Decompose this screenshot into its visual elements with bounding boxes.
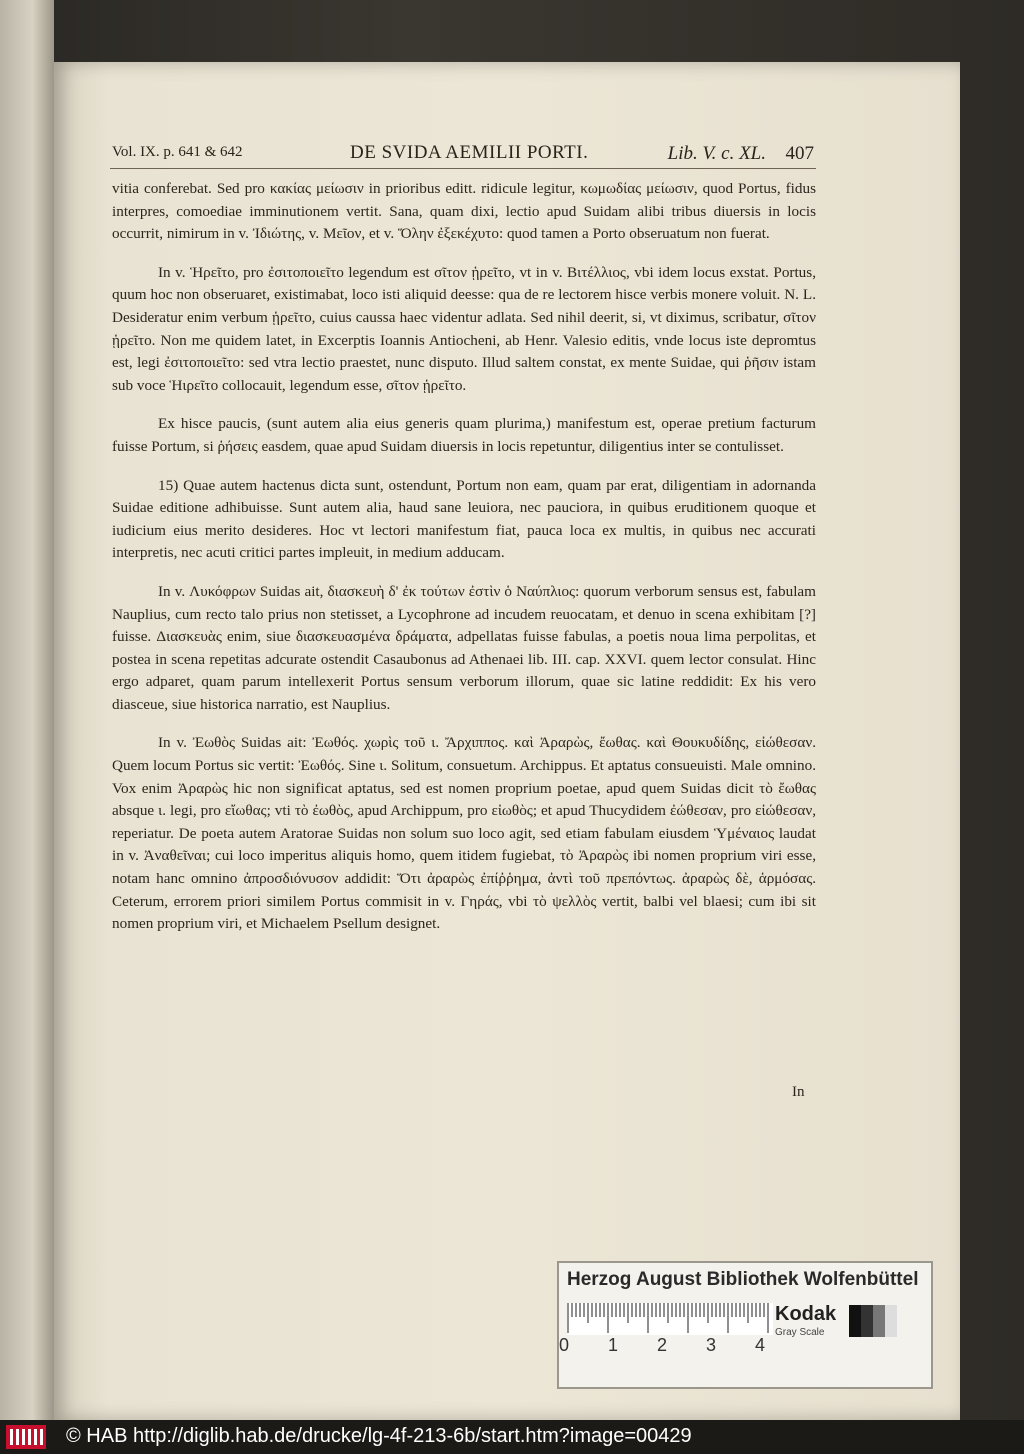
book-chapter: Lib. V. c. XL. bbox=[667, 143, 766, 164]
ruler-number: 0 bbox=[559, 1335, 570, 1355]
page-heading: DE SVIDA AEMILII PORTI. bbox=[350, 142, 589, 163]
paragraph: In v. Ἡρεῖτο, pro ἐσιτοποιεῖτο legendum est σῖτον ᾑρεῖτο, vt in v. Βιτέλλιος, vbi idem locus exstat. Portus, quum hoc non obseruaret, existimabat, loco isti aliquid deesse: qua de re lectorem hisce verbis monere voluit. N. L. Desideratur enim verbum ᾑρεῖτο, cuius caussa haec videntur adlata. Sed nihil deerit, si, vt diximus, scribatur, σῖτον ᾑρεῖτο. Non me quidem latet, in Excerptis Ioannis Antiocheni, ab Henr. Valesio editis, vnde locus iste depromtus est, legi ἐσιτοποιεῖτο: sed vtra lectio praestet, nunc disputo. Illud saltem constat, ex mente Suidae, qui ῥῆσιν istam sub voce Ἡιρεῖτο collocauit, legendum esse, σῖτον ᾑρεῖτο. bbox=[112, 263, 816, 394]
paragraph: In v. Ἐωθὸς Suidas ait: Ἐωθός. χωρὶς τοῦ ι. Ἄρχιππος. καὶ Ἀραρὼς, ἔωθας. καὶ Θουκυδίδης, εἰώθεσαν. Quem locum Portus sic vertit: Ἐωθός. Sine ι. Solitum, consuetum. Archippus. Et aptatus consueuisti. Male omnino. Vox enim Ἀραρὼς hic non significat aptatus, sed est nomen proprium poetae, apud quem Suidas dicit τὸ ἔωθας absque ι. legi, pro εἴωθας; vti τὸ ἐωθὸς, apud Archippum, pro εἰωθὸς; et apud Thucydidem ἐώθεσαν, pro εἰώθεσαν, reperiatur. De poeta autem Aratorae Suidas non solum suo loco agit, sed etiam fabulam eiusdem Ὑμέναιος laudat in v. Ἀναθεῖναι; cui loco imperitus aliquis homo, quem itidem fugiebat, τὸ Ἀραρὼς ibi nomen proprium viri esse, notam hanc omnino ἀπροσδιόνυσον addidit: Ὅτι ἀραρὼς ἐπίῤῥημα, ἀντὶ τοῦ πρεπόντως. ἀραρὼς δὲ, ἁρμόσας. Ceterum, errorem priori similem Portus commisit in v. Γηράς, vbi τὸ ψελλὸς vertit, balbi vel blaesi; cum ibi sit nomen proprium viri, et Michaelem Psellum designet. bbox=[112, 734, 816, 933]
kodak-brand: Kodak bbox=[775, 1303, 837, 1325]
page-number: 407 bbox=[785, 143, 814, 164]
running-head bbox=[112, 142, 814, 166]
paragraph: Ex hisce paucis, (sunt autem alia eius generis quam plurima,) manifestum est, operae pretium facturum fuisse Portum, si ῥήσεις easdem, quae apud Suidam diuersis in locis repetuntur, diligentius inter se contulisset. bbox=[112, 415, 816, 455]
ruler-number: 3 bbox=[705, 1335, 716, 1355]
ruler-number: 2 bbox=[656, 1335, 667, 1355]
catchword: In bbox=[792, 1084, 805, 1100]
facing-page-edge bbox=[0, 0, 54, 1420]
copyright-url: © HAB http://diglib.hab.de/drucke/lg-4f-213-6b/start.htm?image=00429 bbox=[66, 1425, 692, 1447]
ruler-icon bbox=[567, 1303, 773, 1335]
volume-reference: Vol. IX. p. 641 & 642 bbox=[112, 144, 243, 160]
gray-swatches bbox=[849, 1305, 897, 1337]
head-rule bbox=[110, 168, 816, 169]
ruler-number: 1 bbox=[607, 1335, 618, 1355]
library-name: Herzog August Bibliothek Wolfenbüttel bbox=[567, 1269, 919, 1290]
gray-scale-label: Gray Scale bbox=[775, 1327, 825, 1338]
ruler-numbers bbox=[559, 1335, 765, 1356]
library-color-card bbox=[557, 1261, 933, 1389]
paragraph: In v. Λυκόφρων Suidas ait, διασκευὴ δ' ἐκ τούτων ἐστὶν ὁ Ναύπλιος: quorum verborum sensus est, fabulam Nauplius, cum recto talo prius non stetisset, a Lycophrone ad incudem reuocatam, et denuo in scena exhibitam [?] fuisse. Διασκευὰς enim, siue διασκευασμένα δράματα, adpellatas fuisse fabulas, a poetis noua lima perpolitas, et postea in scena repetitas adcurate ostendit Casaubonus ad Athenaei lib. III. cap. XXVI. quem lector consulat. Hinc ergo adparet, quam parum intellexerit Portus sensum verborum illorum, quae sic latine reddidit: Ex his vero diasceue, siue historica narratio, est Nauplius. bbox=[112, 582, 816, 713]
footer-bar bbox=[0, 1420, 1024, 1454]
library-logo-icon bbox=[6, 1425, 46, 1449]
ruler-number: 4 bbox=[754, 1335, 765, 1355]
body-text bbox=[112, 178, 816, 952]
paragraph: vitia conferebat. Sed pro κακίας μείωσιν in prioribus editt. ridicule legitur, κωμωδίας μείωσιν, quod Portus, fidus interpres, comoediae imminutionem vertit. Sana, quam dixi, lectio apud Suidam alibi tribus diuersis in locis occurrit, nimirum in v. Ἰδιώτης, v. Μεῖον, et v. Ὅλην ἐξεκέχυτο: quod tamen a Porto obseruatum non fuerat. bbox=[112, 180, 816, 243]
paragraph: 15) Quae autem hactenus dicta sunt, ostendunt, Portum non eam, quam par erat, diligentiam in adornanda Suidae editione adhibuisse. Sunt autem alia, haud sane leuiora, nec pauciora, in quibus eruditionem quoque et iudicium eius merito desideres. Hoc vt lectori manifestum fiat, pauca loca ex multis, in quibus nec accurati interpretis, nec acuti critici partes impleuit, in medium adducam. bbox=[112, 476, 816, 562]
